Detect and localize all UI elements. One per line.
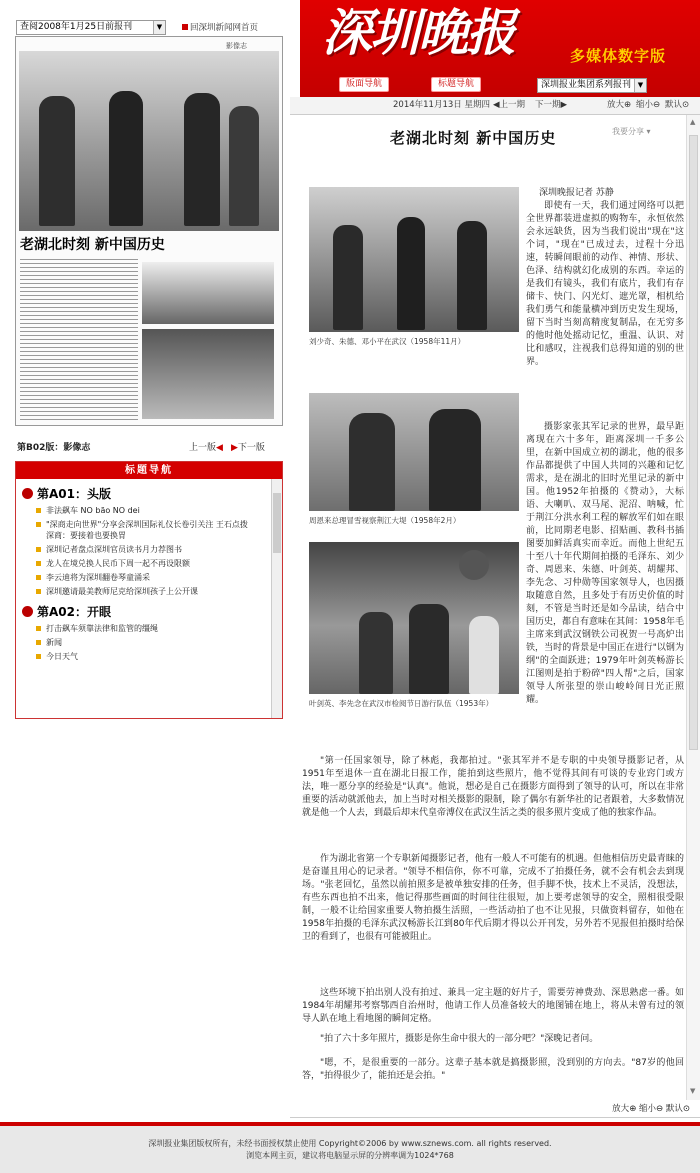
next-page-label: 下一版 xyxy=(237,443,265,453)
prev-issue-label: 上一期 xyxy=(499,100,526,110)
nav-item[interactable]: 李云迪将为深圳翻卷琴童涌采 xyxy=(16,572,282,583)
paragraph: "拍了六十多年照片，摄影是你生命中很大的一部分吧？"深晚记者问。 xyxy=(320,1034,599,1044)
arrow-right-icon: ▶ xyxy=(231,443,238,453)
thumb-text-col xyxy=(20,259,138,421)
paragraph-continued xyxy=(302,719,682,745)
copyright-text: 深圳报业集团版权所有，未经书面授权禁止使用 Copyright©2006 by www.sznews.com. all rights reserved. xyxy=(148,1139,552,1148)
thumbnail-footer xyxy=(17,440,283,454)
scroll-up-icon[interactable]: ▲ xyxy=(690,118,696,126)
scrollbar-thumb[interactable] xyxy=(689,135,698,750)
page-thumbnail[interactable] xyxy=(15,36,283,426)
zoom-out-button[interactable] xyxy=(636,97,660,114)
nav-item[interactable]: 龙人在境兑换人民币下周一起不再设限额 xyxy=(16,558,282,569)
title-nav-heading: 标题导航 xyxy=(16,462,282,479)
chevron-down-icon: ▼ xyxy=(634,79,646,92)
nav-item[interactable]: 非法飙车 NO bão NO dei xyxy=(16,505,282,516)
article-scrollbar[interactable] xyxy=(686,115,700,1100)
zoom-out-icon: ⊖ xyxy=(656,1104,664,1114)
thumb-photo-top xyxy=(19,51,279,231)
paragraph: 这些环境下拍出别人没有拍过、兼具一定主题的好片子，需要劳神费劲、深思熟虑一番。如1984年胡耀邦考察鄂西自治州时，他请工作人员准备较大的地图铺在地上，将从未曾有过的领导人趴在地上看地图的瞬间定格。 xyxy=(302,988,684,1024)
default-size-button[interactable] xyxy=(665,97,689,114)
date-row xyxy=(290,97,700,115)
section-label: 第A02：开眼 xyxy=(37,605,111,619)
date-select[interactable] xyxy=(16,20,166,35)
photo-caption: 叶剑英、李先念在武汉市检阅节日游行队伍（1953年） xyxy=(309,699,494,708)
group-select-label: 深圳报业集团系列报刊 xyxy=(541,80,632,90)
byline: 深圳晚报记者 苏静 xyxy=(539,188,614,198)
thumb-photo-3 xyxy=(142,329,274,419)
arrow-left-icon: ◀ xyxy=(216,443,223,453)
article-title: 老湖北时刻 新中国历史 xyxy=(390,129,557,147)
title-nav-panel xyxy=(15,461,283,719)
nav-item[interactable]: "深商走向世界"分享会深圳国际礼仪长卷引关注 王石点拨深商：要接着也要换胃 xyxy=(16,519,282,541)
photo-2 xyxy=(309,393,519,511)
arrow-left-icon: ◀ xyxy=(493,100,500,110)
thumb-photo-2 xyxy=(142,262,274,324)
photo-caption: 周恩来总理冒雪视察荆江大堤（1958年2月） xyxy=(309,516,461,525)
zoom-out-icon: ⊖ xyxy=(653,100,661,110)
paragraph: 作为湖北省第一个专职新闻摄影记者，他有一般人不可能有的机遇。但他相信历史最青睐的是奋谨且用心的记录者。"领导不相信你，你不可靠，完成不了拍摄任务，就不会有机会去到现场。"张老回忆，虽然以前拍照多是被单独安排的任务，但手脚不快，技术上不灵活，没想法，有些东西也拍不出来，他记得那些画面的时间往往很短，加上要考虑领导的安全，照相很受限制，一般不让给国家重要人物拍摄生活照，一些活动拍了也不让见报，只做资料留存，如他在1958年拍摄的毛泽东武汉畅游长江到80年代后期才得以公开刊发，另外若不见报但拍摄时给保卫的看到了，也很有可能被阻止。 xyxy=(302,854,684,942)
group-select[interactable] xyxy=(537,78,647,93)
paragraph: 即使有一天，我们通过网络可以把全世界都装进虚拟的购物车，永恒依然会永远缺货，因为当我们说出"现在"这个词，"现在"已成过去，过程十分迅速，转瞬间眼前的动作、神情、形状、色泽、结构就幻化成别的东西。幸运的是我们有镜头，我们有底片，我们有存储卡、快门、闪光灯、遮光罩，相机给我们勇气和能量横冲到历史发生现场，留下当时当刻高精度复制品，在无穷多的他时他处摇动记忆，重温、认识、对比和感叹，注视我们总得知道的别的世界。 xyxy=(526,201,684,367)
nav-item[interactable]: 打击飙车须靠法律和监管的缰绳 xyxy=(16,623,282,634)
zoom-in-icon: ⊕ xyxy=(624,100,632,110)
chevron-down-icon: ▼ xyxy=(153,21,165,34)
zoom-out-label: 缩小 xyxy=(636,100,654,110)
share-label: 我要分享 xyxy=(612,127,644,136)
zoom-out-button[interactable] xyxy=(639,1104,663,1114)
page-nav-button[interactable]: 版面导航 xyxy=(339,77,389,92)
nav-item[interactable]: 今日天气 xyxy=(16,651,282,662)
prev-page-link[interactable] xyxy=(189,440,223,453)
tagline: 多媒体数字版 xyxy=(570,47,667,65)
paragraph: 摄影家张其军记录的世界，最早距离现在六十多年，距离深圳一千多公里，在新中国成立初的湖北，他的很多作品都提供了中国人共同的兴趣和记忆需求，是在湖北的旧时光里记录的新中国。他1952年拍摄的《赞动》，大标语、大喇叭、双马尾、泥沼、呐喊，忙于荆江分洪水利工程的解放军们如在眼前，比同期老电影、招贴画、教科书插图要加鲜活真实而幸近。而他上世纪五十至八十年代期间拍摄的毛泽东、刘少奇、周恩来、朱德、叶剑英、胡耀邦、李先念、习仲勋等国家领导人，也因摄取随意自然，且多处于有历史价值的时刻，不管是当时还是如今品读，结合中国历史，都自有意味在其间：1958年毛主席来到武汉钢铁公司祝贺一号高炉出铁，当时的背景是中国正在进行"以钢为纲"的全面跃进；1979年叶剑英畅游长江图则是拍于粉碎"四人帮"之后，国家领导人所张望的崇山峻岭间日光正照耀。 xyxy=(526,422,684,705)
home-link[interactable] xyxy=(182,21,258,33)
thumb-headline: 老湖北时刻 新中国历史 xyxy=(20,237,165,253)
photo-caption: 刘少奇、朱德、邓小平在武汉（1958年11月） xyxy=(309,337,466,346)
zoom-in-icon: ⊕ xyxy=(629,1104,637,1114)
date-select-label: 查阅2008年1月25日前报刊 xyxy=(20,22,133,32)
home-icon xyxy=(182,24,188,30)
issue-date: 2014年11月13日 星期四 xyxy=(393,100,490,110)
thumb-page-label: 影像志 xyxy=(226,42,247,50)
arrow-right-icon: ▶ xyxy=(560,100,568,110)
bottom-tools xyxy=(290,1100,700,1118)
home-link-label: 回深圳新闻网首页 xyxy=(190,23,259,33)
paragraph: "嗯，不，是很重要的一部分。这辈子基本就是搞摄影照，没到别的方向去。"87岁的他回答，"拍得很少了，能拍还是会拍。" xyxy=(302,1058,684,1081)
reset-icon: ⊙ xyxy=(682,100,690,110)
section-heading[interactable] xyxy=(22,603,282,620)
prev-issue-link[interactable] xyxy=(493,97,525,114)
default-size-button[interactable] xyxy=(666,1104,690,1114)
section-label: 第A01：头版 xyxy=(37,487,111,501)
zoom-in-label: 放大 xyxy=(612,1104,630,1114)
share-button[interactable] xyxy=(612,126,651,137)
zoom-in-button[interactable] xyxy=(607,97,631,114)
chevron-down-icon: ▾ xyxy=(646,127,651,136)
next-page-link[interactable] xyxy=(231,440,265,453)
article xyxy=(290,115,686,1100)
nav-item[interactable]: 深圳记者盘点深圳官员读书月力荐图书 xyxy=(16,544,282,555)
zoom-in-label: 放大 xyxy=(607,100,625,110)
prev-page-label: 上一版 xyxy=(189,443,217,453)
reset-icon: ⊙ xyxy=(682,1104,690,1114)
default-size-label: 默认 xyxy=(665,100,683,110)
nav-item[interactable]: 深圳邀请最美教师尼克给深圳孩子上公开课 xyxy=(16,586,282,597)
next-issue-link[interactable] xyxy=(535,97,567,114)
section-bullet-icon xyxy=(22,488,33,499)
scrollbar-thumb[interactable] xyxy=(273,493,281,553)
zoom-in-button[interactable] xyxy=(612,1104,636,1114)
zoom-out-label: 缩小 xyxy=(639,1104,657,1114)
nav-scrollbar[interactable] xyxy=(271,479,282,719)
photo-1 xyxy=(309,187,519,332)
page-name: 第B02版：影像志 xyxy=(17,443,91,453)
paragraph: "第一任国家领导，除了林彪，我都拍过。"张其军并不是专职的中央领导摄影记者，从1951年至退休一直在湖北日报工作，能拍到这些照片，他不觉得其间有可谈的专业窍门或方法，唯一愿分享的经验是"认真"。他说，想必是自己在摄影方面得到了领导的认可，所以在非常重要的活动就派他去，加上当时对相关摄影的限制，除了偶尔有新华社的记者跟着，大多数情况就是他一个人去，到最后却末代皇帝溥仪在武汉生活之类的很多照片变成了他的独家作品。 xyxy=(302,756,684,818)
title-nav-button[interactable]: 标题导航 xyxy=(431,77,481,92)
photo-3 xyxy=(309,542,519,694)
resolution-note: 浏览本网主页，建议将电脑显示屏的分辨率调为1024*768 xyxy=(246,1151,454,1160)
nav-item[interactable]: 新闻 xyxy=(16,637,282,648)
next-issue-label: 下一期 xyxy=(535,100,561,110)
default-size-label: 默认 xyxy=(665,1104,683,1114)
footer xyxy=(0,1122,700,1173)
scroll-down-icon[interactable]: ▼ xyxy=(690,1087,696,1095)
section-bullet-icon xyxy=(22,606,33,617)
section-heading[interactable] xyxy=(22,485,282,502)
logo: 深圳晚报 xyxy=(322,3,514,62)
